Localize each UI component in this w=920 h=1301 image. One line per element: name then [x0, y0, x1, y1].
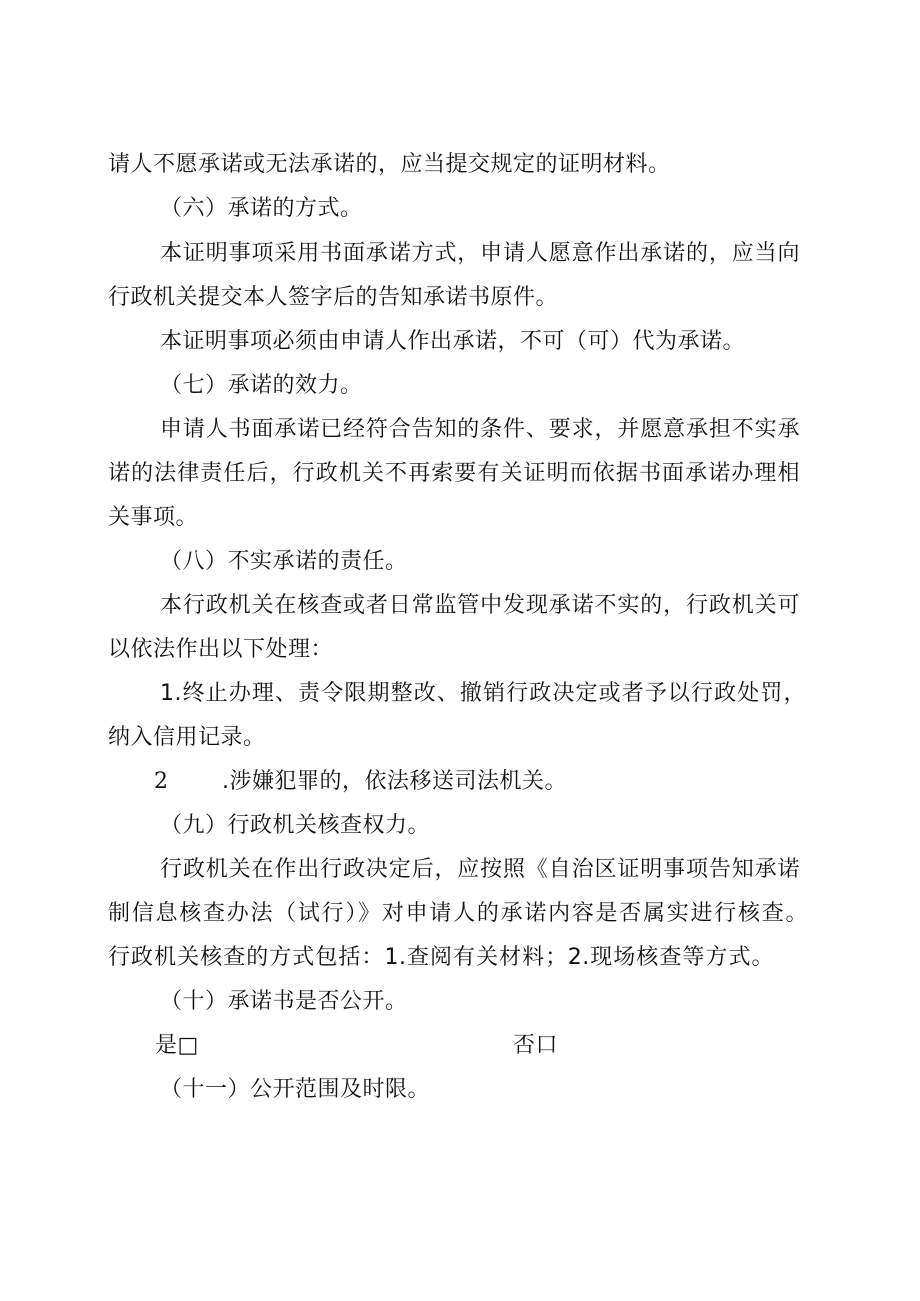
publish-no-option: 否口 [513, 1033, 559, 1058]
paragraph-line: 申请人书面承诺已经符合告知的条件、要求，并愿意承担不实承 [160, 417, 800, 442]
list-number-2: 2 [154, 769, 169, 794]
paragraph-line: 行政机关提交本人签字后的告知承诺书原件。 [108, 285, 559, 310]
list-item-2: .涉嫌犯罪的，依法移送司法机关。 [222, 769, 567, 794]
paragraph-line: 本行政机关在核查或者日常监管中发现承诺不实的，行政机关可 [160, 593, 800, 618]
paragraph-line: 本证明事项必须由申请人作出承诺，不可（可）代为承诺。 [160, 329, 746, 354]
section-heading-six: （六）承诺的方式。 [160, 196, 363, 221]
section-heading-eleven: （十一）公开范围及时限。 [160, 1077, 431, 1102]
paragraph-line: 本证明事项采用书面承诺方式，申请人愿意作出承诺的，应当向 [160, 241, 800, 266]
paragraph-line: 行政机关在作出行政决定后，应按照《自治区证明事项告知承诺 [160, 857, 800, 882]
paragraph-line: 关事项。 [108, 505, 199, 530]
paragraph-line: 诺的法律责任后，行政机关不再索要有关证明而依据书面承诺办理相 [108, 461, 800, 486]
paragraph-line: 以依法作出以下处理： [108, 637, 334, 662]
section-heading-ten: （十）承诺书是否公开。 [160, 989, 408, 1014]
paragraph-line: 行政机关核查的方式包括：1.查阅有关材料；2.现场核查等方式。 [108, 945, 774, 970]
section-heading-seven: （七）承诺的效力。 [160, 373, 363, 398]
paragraph-line: 纳入信用记录。 [108, 725, 266, 750]
publish-yes-option: 是□ [155, 1033, 199, 1058]
list-item-1: 1.终止办理、责令限期整改、撤销行政决定或者予以行政处罚， [160, 681, 806, 706]
section-heading-nine: （九）行政机关核查权力。 [160, 813, 431, 838]
paragraph-line: 制信息核查办法（试行）》对申请人的承诺内容是否属实进行核查。 [108, 901, 808, 926]
paragraph-line: 请人不愿承诺或无法承诺的，应当提交规定的证明材料。 [108, 152, 671, 177]
section-heading-eight: （八）不实承诺的责任。 [160, 549, 408, 574]
